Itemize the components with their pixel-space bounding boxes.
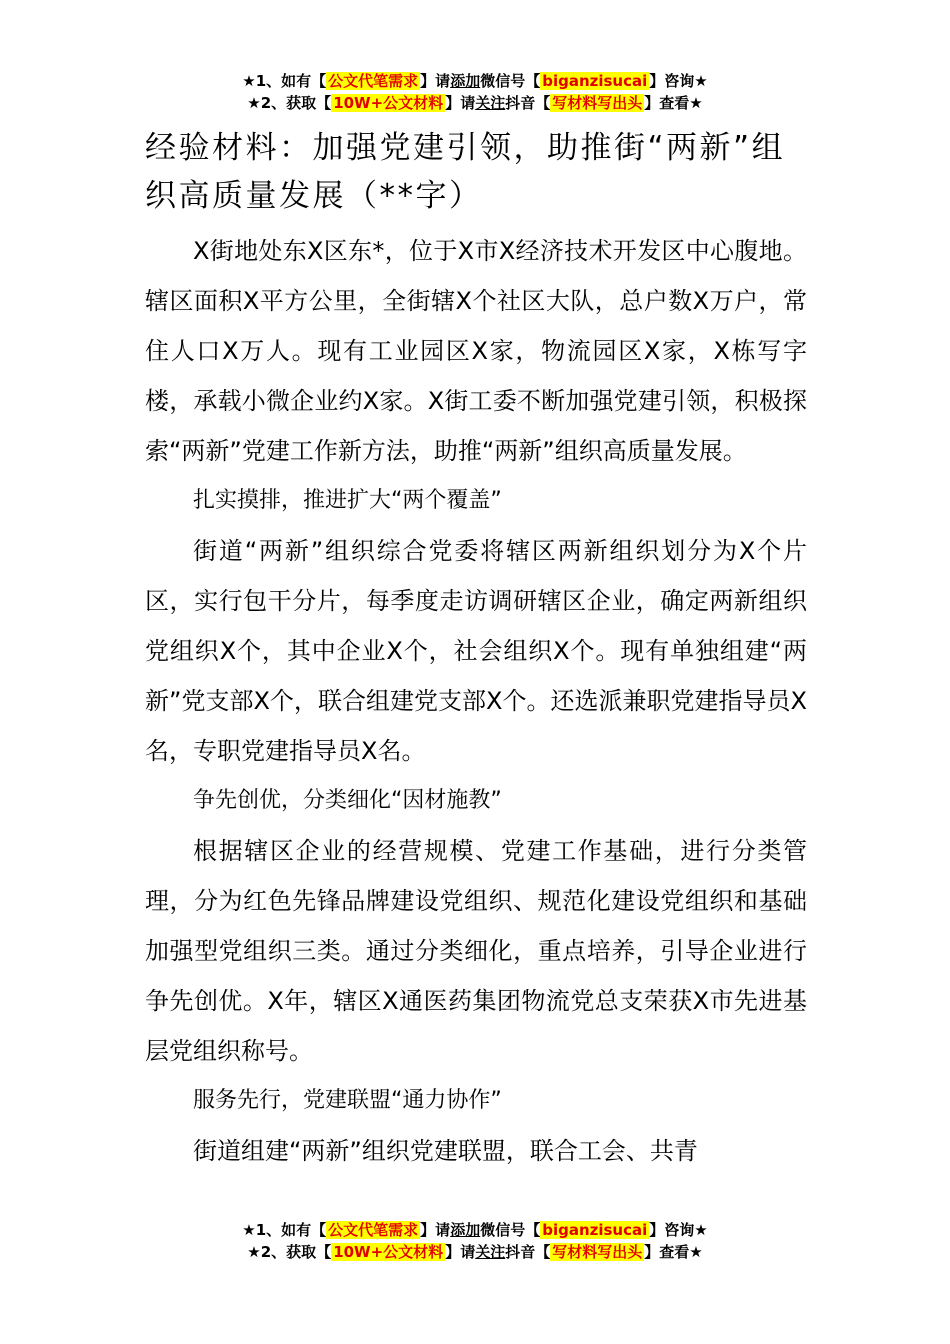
footer-banner [0,1219,950,1263]
paragraph: 街道组建“两新”组织党建联盟，联合工会、共青 [193,1137,698,1165]
banner-line-1: ★1、如有【 公文代笔需求 】请添加微信号【 biganzisucai 】咨询★ [242,72,708,90]
paragraph: 街道“两新”组织综合党委将辖区两新组织划分为X个片区，实行包干分片，每季度走访调研辖区企业，确定两新组织党组织X个，其中企业X个，社会组织X个。现有单独组建“两新”党支部X个，联合组建党支部X个。还选派兼职党建指导员X名，专职党建指导员X名。 [145,537,807,765]
banner-highlight: 写材料写出头 [552,94,643,112]
banner-line-1: ★1、如有【 公文代笔需求 】请添加微信号【 biganzisucai 】咨询★ [242,1221,708,1239]
banner-highlight: 公文代笔需求 [328,72,419,90]
section-heading: 服务先行，党建联盟“通力协作” [193,1088,502,1113]
section-heading: 扎实摸排，推进扩大“两个覆盖” [193,488,502,513]
paragraph: 根据辖区企业的经营规模、党建工作基础，进行分类管理，分为红色先锋品牌建设党组织、规范化建设党组织和基础加强型党组织三类。通过分类细化，重点培养，引导企业进行争先创优。X年，辖区X通医药集团物流党总支荣获X市先进基层党组织称号。 [145,837,807,1065]
section-heading: 争先创优，分类细化“因材施教” [193,788,502,813]
banner-line-2: ★2、获取【 10W+公文材料 】请关注抖音【 写材料写出头 】查看★ [247,94,703,112]
banner-highlight: 10W+公文材料 [333,94,444,112]
paragraph: X街地处东X区东*，位于X市X经济技术开发区中心腹地。辖区面积X平方公里，全街辖X个社区大队，总户数X万户，常住人口X万人。现有工业园区X家，物流园区X家，X栋写字楼，承载小微企业约X家。X街工委不断加强党建引领，积极探索“两新”党建工作新方法，助推“两新”组织高质量发展。 [145,237,807,465]
document-title: 经验材料：加强党建引领，助推街“两新”组织高质量发展（**字） [145,130,786,214]
banner-line-2: ★2、获取【 10W+公文材料 】请关注抖音【 写材料写出头 】查看★ [247,1243,703,1261]
banner-highlight: 公文代笔需求 [328,1221,419,1239]
banner-highlight: 10W+公文材料 [333,1243,444,1261]
banner-highlight: biganzisucai [542,1221,648,1239]
header-banner [0,70,950,114]
banner-highlight: 写材料写出头 [552,1243,643,1261]
document-body [145,124,807,1176]
banner-highlight: biganzisucai [542,72,648,90]
